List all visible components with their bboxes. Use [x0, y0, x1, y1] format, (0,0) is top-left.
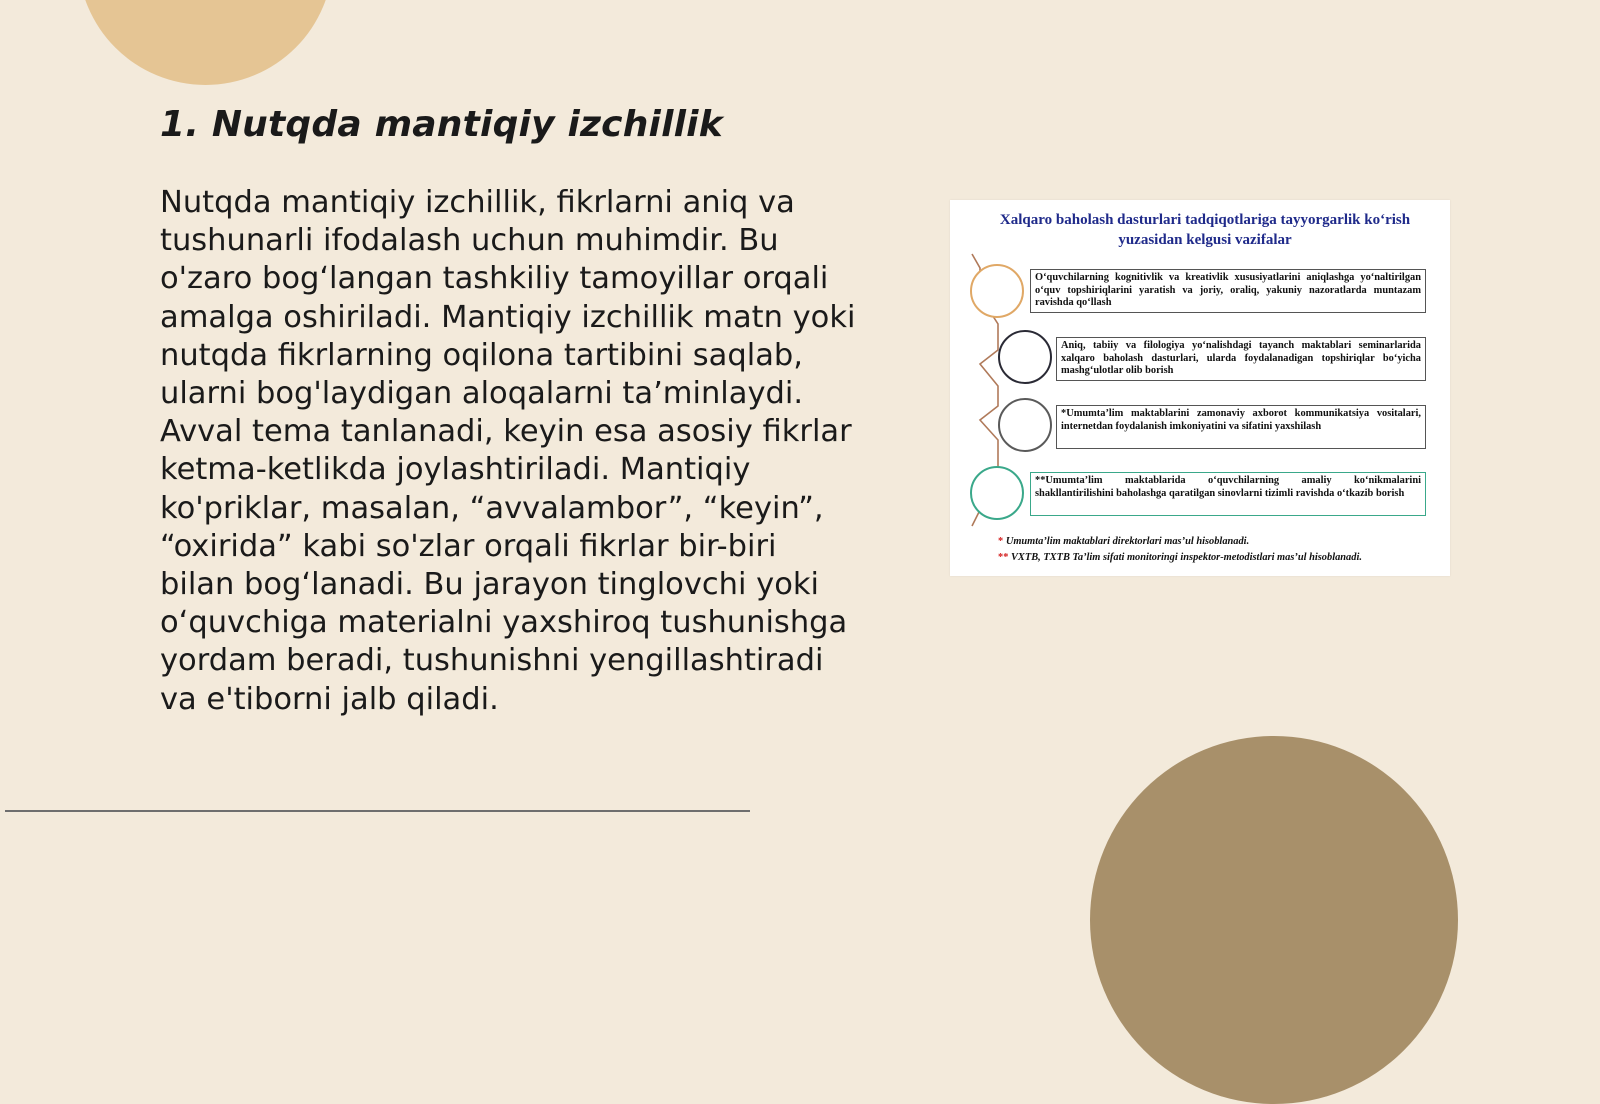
paragraph-line: o'zaro bog‘langan tashkiliy tamoyillar orqali — [160, 261, 829, 297]
item-box — [1030, 269, 1426, 313]
item-box — [1056, 405, 1426, 449]
paragraph-line: amalga oshiriladi. Mantiqiy izchillik matn yoki — [160, 299, 856, 335]
footnote-text: Umumta’lim maktablari direktorlari mas’ul hisoblanadi. — [1005, 536, 1250, 547]
figure-footnote — [998, 536, 1249, 547]
figure-connector-spine — [950, 200, 1450, 576]
figure-title-line: Xalqaro baholash dasturlari tadqiqotlariga tayyorgarlik ko‘rish — [999, 212, 1411, 228]
paragraph-line: tushunarli ifodalash uchun muhimdir. Bu — [160, 223, 779, 259]
decorative-circle-bottom — [1090, 736, 1458, 1104]
item-box — [1030, 472, 1426, 516]
slide-title: 1. Nutqda mantiqiy izchillik — [160, 104, 723, 145]
horizontal-divider — [5, 810, 750, 812]
footnote-star: ** — [998, 552, 1009, 563]
decorative-circle-top — [78, 0, 333, 85]
paragraph-line: nutqda fikrlarning oqilona tartibini saqlab, — [160, 337, 803, 373]
paragraph-line: Avval tema tanlanadi, keyin esa asosiy fikrlar — [160, 414, 852, 450]
paragraph-line: o‘quvchiga materialni yaxshiroq tushunishga — [160, 605, 848, 641]
paragraph-line: va e'tiborni jalb qiladi. — [160, 681, 499, 717]
item-text: O‘quvchilarning kognitivlik va kreativlik xususiyatlarini aniqlashga yo‘naltirilgan o‘quv topshiriqlarini yaratish va joriy, oraliq, yakuniy nazoratlarda muntazam ravishda qo‘llash — [1035, 272, 1421, 309]
paragraph-line: ko'priklar, masalan, “avvalambor”, “keyin”, — [160, 490, 824, 526]
footnote-text: VXTB, TXTB Ta’lim sifati monitoringi inspektor-metodistlari mas’ul hisoblanadi. — [1011, 552, 1362, 563]
slide-paragraph — [160, 184, 880, 719]
item-ring — [998, 398, 1052, 452]
item-text: **Umumta’lim maktablarida o‘quvchilarning amaliy ko‘nikmalarini shakllantirilishini baholashga qaratilgan sinovlarni tizimli ravishda o‘tkazib borish — [1035, 475, 1421, 499]
figure-footnote — [998, 552, 1362, 563]
item-text: Aniq, tabiiy va filologiya yo‘nalishdagi tayanch maktablari seminarlarida xalqaro baholash dasturlari, ularda foydalanadigan topshiriqlar bo‘yicha mashg‘ulotlar olib borish — [1061, 340, 1421, 377]
item-ring — [970, 466, 1024, 520]
item-box — [1056, 337, 1426, 381]
embedded-figure — [950, 200, 1450, 576]
paragraph-line: bilan bog‘lanadi. Bu jarayon tinglovchi yoki — [160, 567, 820, 603]
item-text: *Umumta’lim maktablarini zamonaviy axborot kommunikatsiya vositalari, internetdan foydalanish imkoniyatini va sifatini yaxshilash — [1061, 408, 1421, 432]
paragraph-line: “oxirida” kabi so'zlar orqali fikrlar bir-biri — [160, 528, 777, 564]
footnote-star: * — [998, 536, 1004, 547]
item-ring — [970, 264, 1024, 318]
paragraph-line: Nutqda mantiqiy izchillik, fikrlarni aniq va — [160, 185, 795, 220]
paragraph-line: yordam beradi, tushunishni yengillashtiradi — [160, 643, 824, 679]
paragraph-line: ularni bog'laydigan aloqalarni ta’minlaydi. — [160, 376, 804, 412]
paragraph-line: ketma-ketlikda joylashtiriladi. Mantiqiy — [160, 452, 751, 488]
figure-title-line: yuzasidan kelgusi vazifalar — [1118, 232, 1292, 248]
item-ring — [998, 330, 1052, 384]
